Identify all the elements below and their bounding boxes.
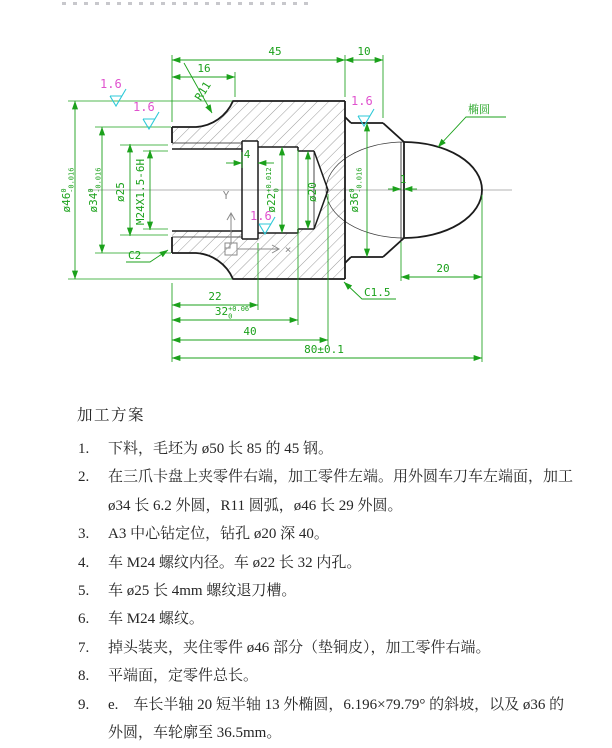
ucs-y-label: Y [222,189,230,202]
plan-item-5 [78,577,578,605]
label-chamfer-c2: C2 [128,249,142,262]
item-text: 在三爪卡盘上夹零件右端，加工零件左端。用外圆车刀车左端面，加工 ø34 长 6.2 外圆，R11 圆弧，ø46 长 29 外圆。 [108,469,574,514]
plan-item-7 [78,634,578,662]
label-ellipse-note: 椭圆 [468,103,490,116]
item-text: 车 M24 螺纹内径。车 ø22 长 32 内孔。 [108,554,362,571]
dim-dia46: $ø46^0-0.016$ [60,167,76,213]
item-text: 车 M24 螺纹。 [108,611,204,628]
roughness-value-3: 1.6 [351,94,373,108]
item-number: 3. [78,526,90,543]
plan-item-4 [78,549,578,577]
roughness-value-2: 1.6 [133,100,155,114]
dim-16: 16 [197,62,211,75]
dim-10: 10 [357,45,371,58]
ucs-x-label: × [284,243,292,256]
dim-45: 45 [268,45,282,58]
dim-1: 1 [399,173,407,186]
dim-dia36: $ø36^0-0.016$ [348,167,364,213]
item-number: 9. [78,696,90,713]
item-text: 车 ø25 长 4mm 螺纹退刀槽。 [108,583,297,600]
dim-32-tol: $32^{+0.06}$ 0 [214,305,250,321]
item-number: 7. [78,639,90,656]
item-text: A3 中心钻定位，钻孔 ø20 深 40。 [108,526,329,543]
plan-item-6 [78,605,578,633]
plan-item-9 [78,691,578,748]
item-number: 8. [78,668,90,685]
dim-r11: R11 [192,79,214,104]
item-number: 2. [78,469,90,486]
item-number: 1. [78,441,90,457]
item-number: 6. [78,611,90,628]
item-number: 4. [78,554,90,571]
dim-dia25: ø25 [114,182,127,202]
plan-item-8 [78,662,578,690]
dim-80: 80±0.1 [304,343,344,356]
item-text: 平端面，定零件总长。 [108,668,259,685]
dim-dia34: $ø34^0-0.016$ [87,167,103,213]
dim-20: 20 [436,262,450,275]
machining-plan [0,400,612,747]
roughness-value-4: 1.6 [250,209,272,223]
label-chamfer-c1-5: C1.5 [364,286,391,299]
dim-dia22: $ø22^{+0.012}0$ [265,167,281,213]
dim-groove-4: 4 [243,148,251,161]
dim-22: 22 [208,290,222,303]
item-text: e. 车长半轴 20 短半轴 13 外椭圆，6.196×79.79° 的斜坡，以及 ø36 的外圆，车轮廓至 36.5mm。 [108,696,565,742]
roughness-value-1: 1.6 [100,77,122,91]
dim-dia20: ø20 [306,182,319,202]
item-number: 5. [78,583,90,600]
plan-item-1 [78,435,578,463]
dim-thread-m24: M24X1.5-6H [134,158,147,226]
plan-item-3 [78,520,578,548]
item-text: 掉头装夹，夹住零件 ø46 部分（垫铜皮），加工零件右端。 [108,639,491,656]
dim-40: 40 [243,325,257,338]
plan-list [0,435,578,747]
item-text: 下料，毛坯为 ø50 长 85 的 45 钢。 [108,441,334,457]
plan-item-2 [78,463,578,520]
plan-heading: 加工方案 [77,407,146,424]
